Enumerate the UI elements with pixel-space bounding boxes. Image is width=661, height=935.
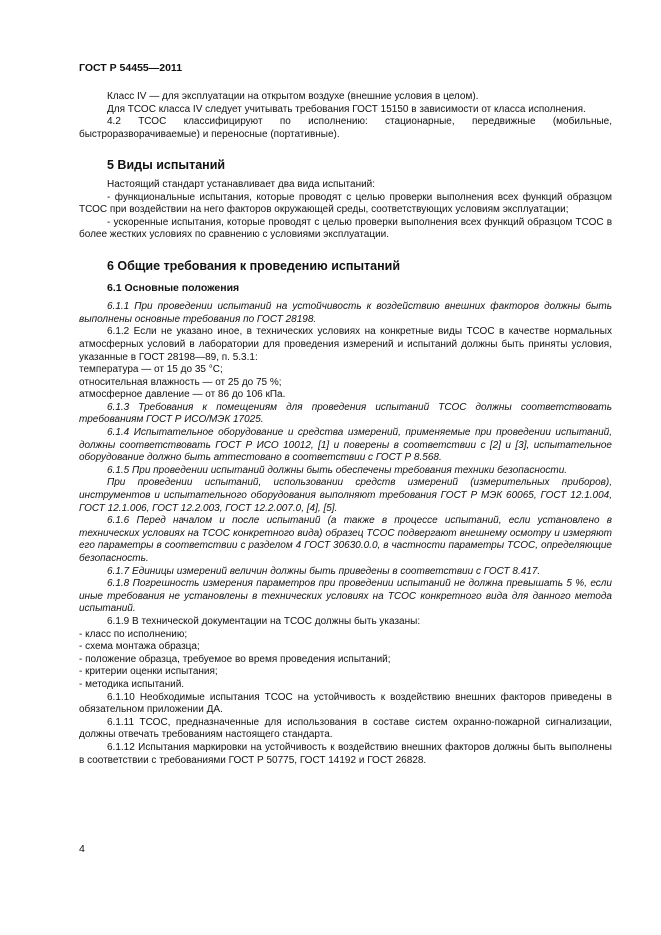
section-5-paragraph: - ускоренные испытания, которые проводят с целью проверки выполнения всех функций образцом ТСОС в более жестких условиях по сравнению с условиями эксплуатации. xyxy=(79,216,612,241)
paragraph-6-1-8: 6.1.8 Погрешность измерения параметров при проведении испытаний не должна превышать 5 %, если иные требования не установлены в технических условиях на ТСОС конкретного вида для данного метода испытаний. xyxy=(79,578,612,615)
condition-pressure: атмосферное давление — от 86 до 106 кПа. xyxy=(79,389,286,401)
paragraph-6-1-5-continued: При проведении испытаний, использовании средств измерений (измерительных приборов), инструментов и испытательного оборудования выполняют требования ГОСТ Р МЭК 60065, ГОСТ 12.1.004, ГОСТ 12.1.006, ГОСТ 12.2.003, ГОСТ 12.2.007.0, [4], [5]. xyxy=(79,477,612,514)
paragraph-6-1-2: 6.1.2 Если не указано иное, в технических условиях на конкретные виды ТСОС в качестве нормальных атмосферных условий в лаборатории для проведения измерений и испытаний должны быть приняты условия, указанные в ГОСТ 28198—89, п. 5.3.1: xyxy=(79,326,612,363)
page-number: 4 xyxy=(79,843,85,855)
section-5-title: 5 Виды испытаний xyxy=(107,158,226,173)
list-item: - положение образца, требуемое во время проведения испытаний; xyxy=(79,653,391,665)
paragraph-6-1-7: 6.1.7 Единицы измерений величин должны быть приведены в соответствии с ГОСТ 8.417. xyxy=(107,565,541,577)
paragraph-6-1-1: 6.1.1 При проведении испытаний на устойчивость к воздействию внешних факторов должны быть выполнены основные требования по ГОСТ 28198. xyxy=(79,301,612,325)
list-item: - критерии оценки испытания; xyxy=(79,666,218,678)
paragraph-6-1-10: 6.1.10 Необходимые испытания ТСОС на устойчивость к воздействию внешних факторов приведены в обязательном приложении ДА. xyxy=(79,691,612,716)
section-5-paragraph: Настоящий стандарт устанавливает два вида испытаний: xyxy=(107,178,376,190)
paragraph-6-1-12: 6.1.12 Испытания маркировки на устойчивость к воздействию внешних факторов должны быть выполнены в соответствии с требованиями ГОСТ Р 50775, ГОСТ 14192 и ГОСТ 26828. xyxy=(79,741,612,766)
paragraph-class-iv-requirements: Для ТСОС класса IV следует учитывать требования ГОСТ 15150 в зависимости от класса исполнения. xyxy=(107,103,586,115)
paragraph-6-1-11: 6.1.11 ТСОС, предназначенные для использования в составе систем охранно-пожарной сигнализации, должны отвечать требованиям настоящего стандарта. xyxy=(79,716,612,741)
paragraph-6-1-5: 6.1.5 При проведении испытаний должны быть обеспечены требования техники безопасности. xyxy=(107,464,568,476)
list-item: - класс по исполнению; xyxy=(79,628,188,640)
paragraph-class-iv: Класс IV — для эксплуатации на открытом воздухе (внешние условия в целом). xyxy=(107,91,479,102)
list-item: - методика испытаний. xyxy=(79,678,185,690)
paragraph-6-1-9: 6.1.9 В технической документации на ТСОС должны быть указаны: xyxy=(107,615,421,627)
paragraph-6-1-3: 6.1.3 Требования к помещениям для проведения испытаний ТСОС должны соответствовать требованиям ГОСТ Р ИСО/МЭК 17025. xyxy=(79,401,612,426)
page-content xyxy=(79,91,612,767)
document-header: ГОСТ Р 54455—2011 xyxy=(79,62,183,74)
list-item: - схема монтажа образца; xyxy=(79,641,200,653)
condition-humidity: относительная влажность — от 25 до 75 %; xyxy=(79,376,282,388)
paragraph-6-1-4: 6.1.4 Испытательное оборудование и средства измерений, применяемые при проведении испытаний, должны соответствовать ГОСТ Р ИСО 10012, [1] и поверены в соответствии с [2] и [3], испытательное оборудование должно быть аттестовано в соответствии с ГОСТ Р 8.568. xyxy=(79,427,612,464)
paragraph-6-1-6: 6.1.6 Перед началом и после испытаний (а также в процессе испытаний, если установлено в технических условиях на ТСОС конкретного вида) образец ТСОС подвергают внешнему осмотру и измеряют его параметры в соответствии с разделом 4 ГОСТ 30630.0.0, в частности параметры ТСОС, определяющие безопасность. xyxy=(79,515,612,564)
section-5-paragraph: - функциональные испытания, которые проводят с целью проверки выполнения всех функций образцом ТСОС при воздействии на него факторов окружающей среды, соответствующих условиям эксплуатации; xyxy=(79,191,612,216)
subsection-6-1-title: 6.1 Основные положения xyxy=(107,281,240,294)
section-6-title: 6 Общие требования к проведению испытаний xyxy=(107,258,401,273)
condition-temperature: температура — от 15 до 35 °С; xyxy=(79,364,223,376)
paragraph-4-2: 4.2 ТСОС классифицируют по исполнению: стационарные, передвижные (мобильные, быстроразворачиваемые) и переносные (портативные). xyxy=(79,116,612,140)
